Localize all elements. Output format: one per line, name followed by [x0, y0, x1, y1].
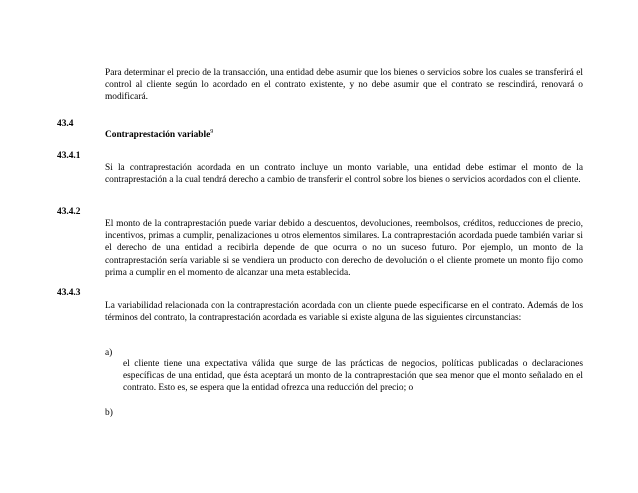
intro-paragraph: Para determinar el precio de la transacción, una entidad debe asumir que los bienes o servicios sobre los cuales se transferirá el control al cliente según lo acordado en el contrato existente, y no debe asumir que el contrato se rescindirá, renovará o modificará. [105, 68, 583, 103]
paragraph-text: La variabilidad relacionada con la contraprestación acordada con un cliente puede especificarse en el contrato. Además de los términos del contrato, la contraprestación acordada es variable si existe alguna de las siguientes circunstancias: [105, 301, 583, 324]
paragraph-number: 43.4.1 [57, 151, 81, 161]
section-title [105, 129, 583, 141]
section-number: 43.4 [57, 119, 74, 129]
section-title-text: Contraprestación variable [105, 130, 211, 140]
footnote-marker: 9 [210, 128, 214, 135]
paragraph-text: Si la contraprestación acordada en un contrato incluye un monto variable, una entidad debe estimar el monto de la contraprestación a la cual tendrá derecho a cambio de transferir el control sobre los bienes o servicios acordados con el cliente. [105, 163, 583, 186]
paragraph-number: 43.4.3 [57, 288, 81, 298]
list-item-label: a) [105, 348, 113, 358]
paragraph-text: El monto de la contraprestación puede variar debido a descuentos, devoluciones, reembolsos, créditos, reducciones de precio, incentivos, primas a cumplir, penalizaciones u otros elementos similares. La contraprestación acordada puede también variar si el derecho de una entidad a recibirla depende de que ocurra o no un suceso futuro. Por ejemplo, un monto de la contraprestación sería variable si se vendiera un producto con derecho de devolución o el cliente promete un monto fijo como prima a cumplir en el momento de alcanzar una meta establecida. [105, 219, 583, 278]
list-item-label: b) [105, 408, 113, 418]
paragraph-number: 43.4.2 [57, 207, 81, 217]
list-item-text: el cliente tiene una expectativa válida que surge de las prácticas de negocios, políticas publicadas o declaraciones específicas de una entidad, que ésta aceptará un monto de la contraprestación que sea menor que el monto señalado en el contrato. Esto es, se espera que la entidad ofrezca una reducción del precio; o [123, 359, 583, 394]
